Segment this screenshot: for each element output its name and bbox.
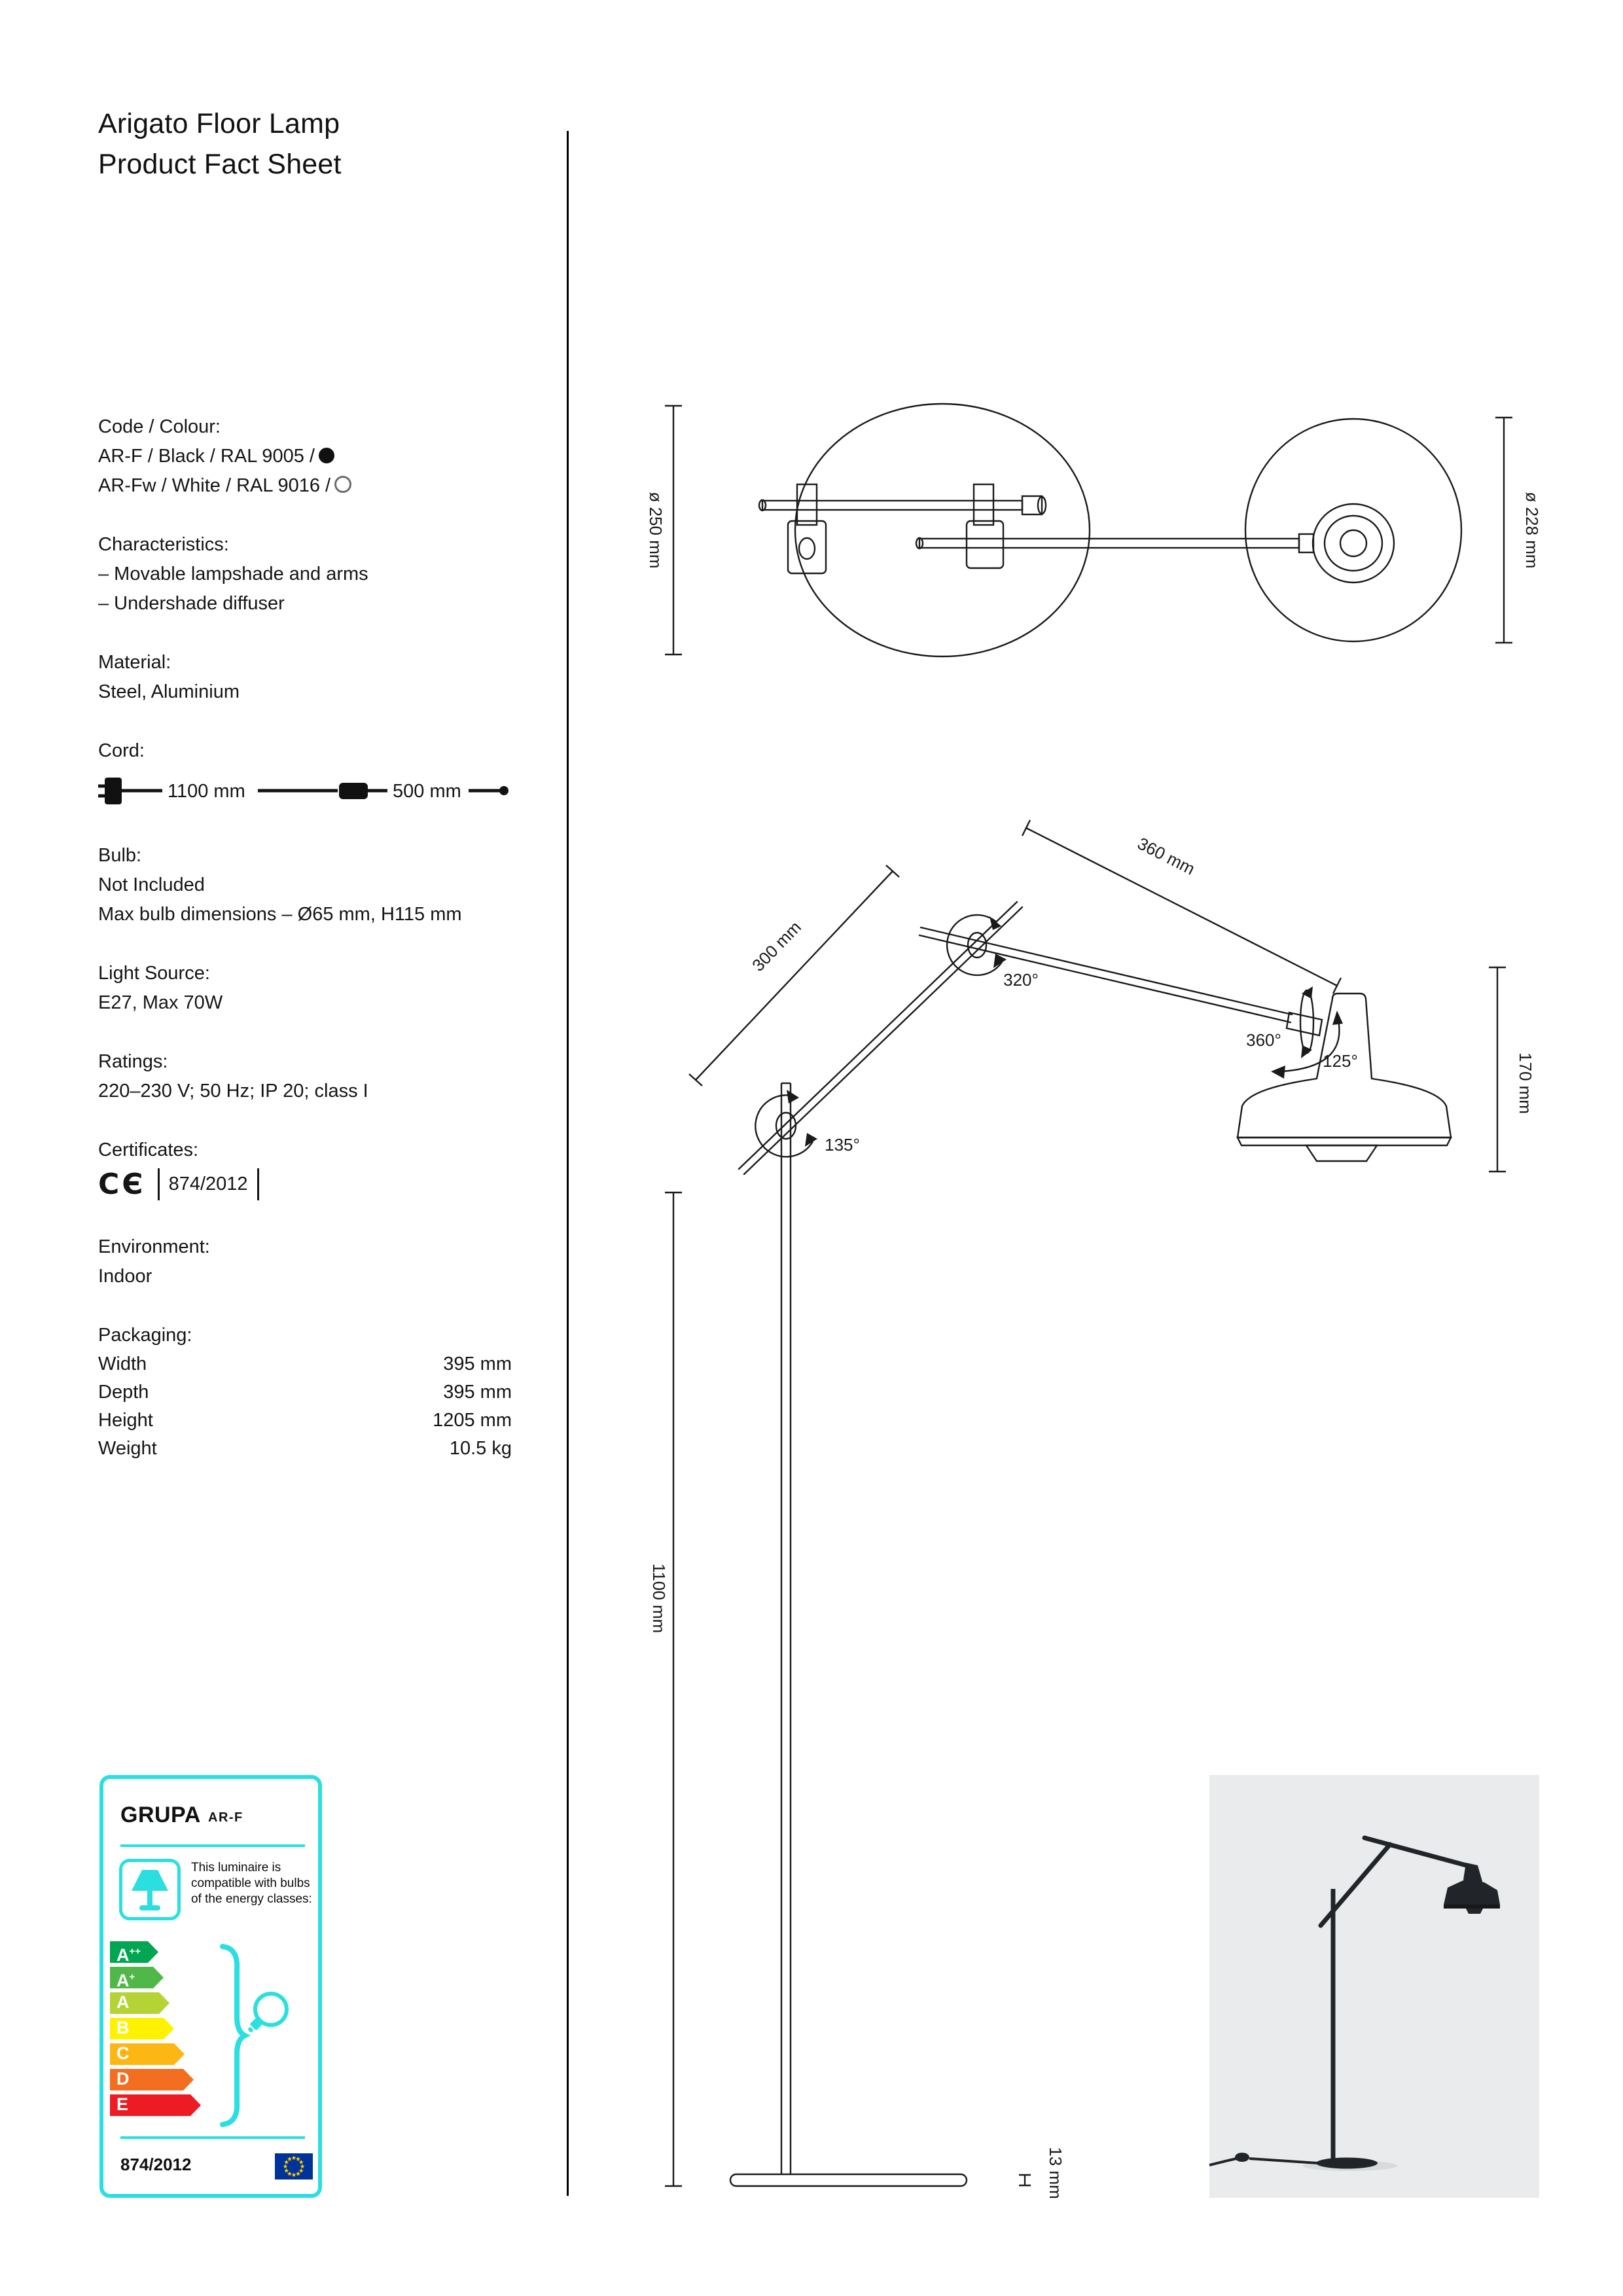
packaging-value: 1205 mm <box>433 1410 512 1431</box>
packaging-label: Depth <box>98 1382 149 1403</box>
spec-ratings: Ratings: 220–230 V; 50 Hz; IP 20; class I <box>98 1047 512 1106</box>
foot-switch <box>1235 2153 1249 2162</box>
dim-base-diameter: ø 250 mm <box>646 492 666 569</box>
spec-label: Certificates: <box>98 1139 199 1160</box>
base-circle-top-view <box>795 404 1090 656</box>
packaging-value: 10.5 kg <box>449 1438 512 1459</box>
dim-shade-diameter: ø 228 mm <box>1522 492 1542 569</box>
certificate-number: 874/2012 <box>158 1168 259 1200</box>
cord-length-1: 1100 mm <box>168 781 245 802</box>
spec-material: Material: Steel, Aluminium <box>98 648 512 707</box>
energy-class-grade: A+ <box>116 1971 135 1990</box>
spec-label: Material: <box>98 652 171 673</box>
packaging-value: 395 mm <box>443 1382 512 1403</box>
spec-label: Packaging: <box>98 1325 192 1346</box>
spec-environment: Environment: Indoor <box>98 1232 512 1291</box>
energy-label-regulation: 874/2012 <box>120 2155 192 2174</box>
title-line-2: Product Fact Sheet <box>98 149 342 180</box>
product-photo <box>1209 1775 1539 2198</box>
lamp-shade <box>1444 1880 1500 1914</box>
dim-shade-height: 170 mm <box>1516 1052 1535 1114</box>
energy-class-grade: B <box>116 2018 130 2037</box>
angle-shade-rotation: 360° <box>1246 1030 1281 1050</box>
spec-label: Environment: <box>98 1236 210 1257</box>
dim-lower-arm: 300 mm <box>748 917 805 975</box>
spec-label: Cord: <box>98 740 145 761</box>
top-view-drawing <box>646 404 1542 656</box>
energy-class-grade: A <box>116 1992 130 2012</box>
angle-elbow: 320° <box>1003 970 1039 990</box>
angle-base-joint: 135° <box>825 1135 860 1155</box>
spec-bulb: Bulb: Not Included Max bulb dimensions – Ø65 mm, H115 mm <box>98 841 512 929</box>
spec-label: Light Source: <box>98 963 210 984</box>
spec-label: Code / Colour: <box>98 416 221 437</box>
dim-upper-arm: 360 mm <box>1134 833 1198 879</box>
packaging-label: Height <box>98 1410 153 1431</box>
power-cord <box>1209 2159 1237 2165</box>
energy-label-model: AR-F <box>208 1810 243 1825</box>
code-black: AR-F / Black / RAL 9005 / <box>98 442 512 471</box>
packaging-value: 395 mm <box>443 1354 512 1374</box>
packaging-label: Width <box>98 1354 147 1374</box>
cord-length-2: 500 mm <box>393 781 461 802</box>
spec-label: Characteristics: <box>98 534 229 555</box>
energy-label-brand: GRUPA <box>120 1803 201 1827</box>
angle-shade-tilt: 125° <box>1323 1051 1358 1071</box>
spec-label: Bulb: <box>98 845 142 866</box>
lamp-base <box>1316 2158 1378 2169</box>
code-white: AR-Fw / White / RAL 9016 / <box>98 471 512 501</box>
base-plate-outline <box>730 2174 967 2186</box>
floor-lamp-photo-silhouette <box>1209 1775 1539 2198</box>
spec-label: Ratings: <box>98 1051 168 1072</box>
energy-class-grade: D <box>116 2069 130 2089</box>
energy-class-grade: E <box>116 2094 129 2114</box>
spec-light-source: Light Source: E27, Max 70W <box>98 959 512 1018</box>
energy-class-grade: A++ <box>116 1945 141 1965</box>
energy-class-grade: C <box>116 2043 130 2063</box>
dim-pole-height: 1100 mm <box>649 1563 669 1634</box>
ce-mark: CЄ <box>98 1167 146 1201</box>
energy-label-description: This luminaire is compatible with bulbs of the energy classes: <box>191 1861 312 1906</box>
dim-base-thickness: 13 mm <box>1046 2147 1065 2199</box>
spec-characteristics: Characteristics: – Movable lampshade and arms – Undershade diffuser <box>98 530 512 619</box>
title-line-1: Arigato Floor Lamp <box>98 108 340 139</box>
lamp-arm-lower <box>1321 1844 1390 1926</box>
packaging-label: Weight <box>98 1438 157 1459</box>
